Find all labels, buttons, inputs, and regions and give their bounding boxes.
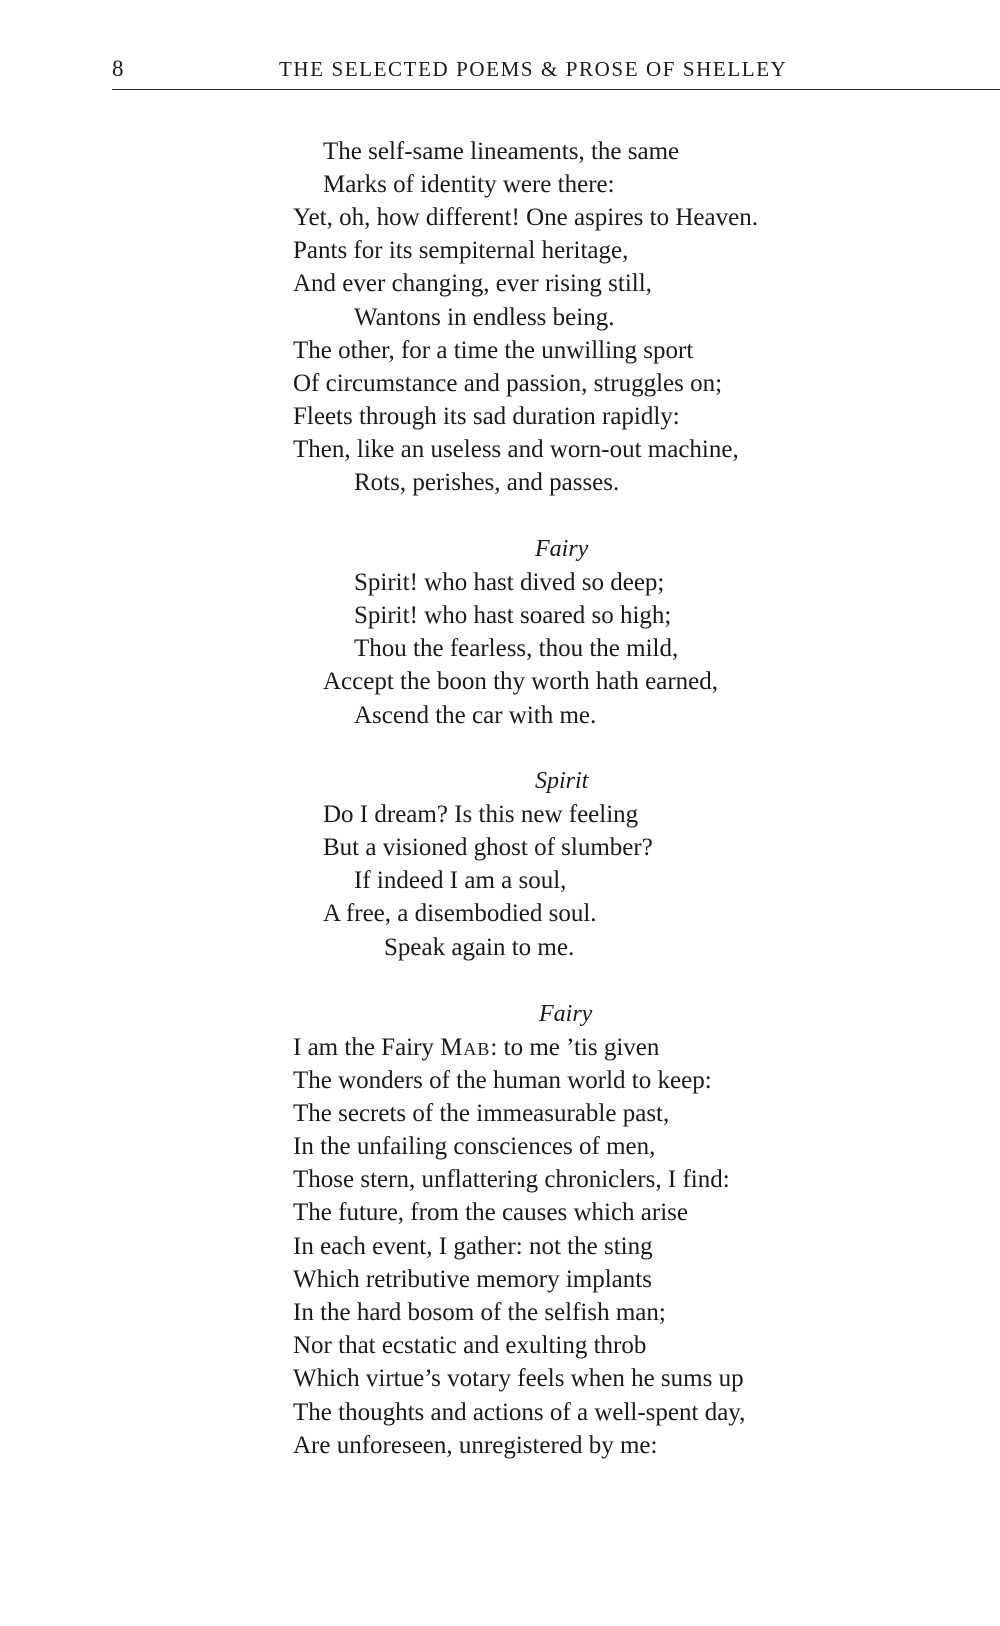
poem-line: A free, a disembodied soul. [323,900,597,927]
poem-line: The wonders of the human world to keep: [293,1067,712,1094]
poem-line: Fleets through its sad duration rapidly: [293,403,680,430]
poem-line: Marks of identity were there: [323,171,615,198]
poem-line: Spirit! who hast dived so deep; [354,569,665,596]
poem-line: If indeed I am a soul, [354,867,567,894]
line-text: I am the Fairy [293,1034,441,1061]
poem-line: Then, like an useless and worn-out machine, [293,436,739,463]
speaker-label-fairy: Fairy [535,536,589,562]
speaker-label-fairy: Fairy [539,1001,593,1027]
poem-line: Yet, oh, how different! One aspires to Heaven. [293,204,758,231]
poem-line: In each event, I gather: not the sting [293,1233,653,1260]
poem-line: Which virtue’s votary feels when he sums up [293,1365,744,1392]
poem-line: Wantons in endless being. [354,304,615,331]
poem-line: But a visioned ghost of slumber? [323,834,653,861]
poem-line: In the unfailing consciences of men, [293,1133,656,1160]
page-number: 8 [112,56,124,81]
poem-line: In the hard bosom of the selfish man; [293,1299,666,1326]
poem-line: The self-same lineaments, the same [323,138,680,165]
poem-line: Ascend the car with me. [354,702,597,729]
poem-line: Pants for its sempiternal heritage, [293,237,629,264]
speaker-label-spirit: Spirit [535,768,589,794]
poem-line: Which retributive memory implants [293,1266,652,1293]
running-head: THE SELECTED POEMS & PROSE OF SHELLEY [279,57,788,81]
poem-line: The thoughts and actions of a well-spent day, [293,1399,746,1426]
poem-line: The other, for a time the unwilling sport [293,337,694,364]
poem-line [293,1035,659,1060]
poem-line: Rots, perishes, and passes. [354,469,620,496]
poem-line: The secrets of the immeasurable past, [293,1100,670,1127]
poem-line: Speak again to me. [384,934,575,961]
poem-line: The future, from the causes which arise [293,1199,688,1226]
poem-line: Do I dream? Is this new feeling [323,801,639,828]
poem-line: Spirit! who hast soared so high; [354,602,672,629]
poem-line: And ever changing, ever rising still, [293,270,652,297]
character-name-mab: Mab [440,1034,491,1061]
poem-line: Are unforeseen, unregistered by me: [293,1432,658,1459]
poem-line: Accept the boon thy worth hath earned, [323,668,719,695]
poem-line: Of circumstance and passion, struggles on; [293,370,723,397]
poem-line: Those stern, unflattering chroniclers, I find: [293,1166,730,1193]
poem-line: Nor that ecstatic and exulting throb [293,1332,647,1359]
line-text: : to me ’tis given [490,1034,660,1061]
poem-line: Thou the fearless, thou the mild, [354,635,679,662]
